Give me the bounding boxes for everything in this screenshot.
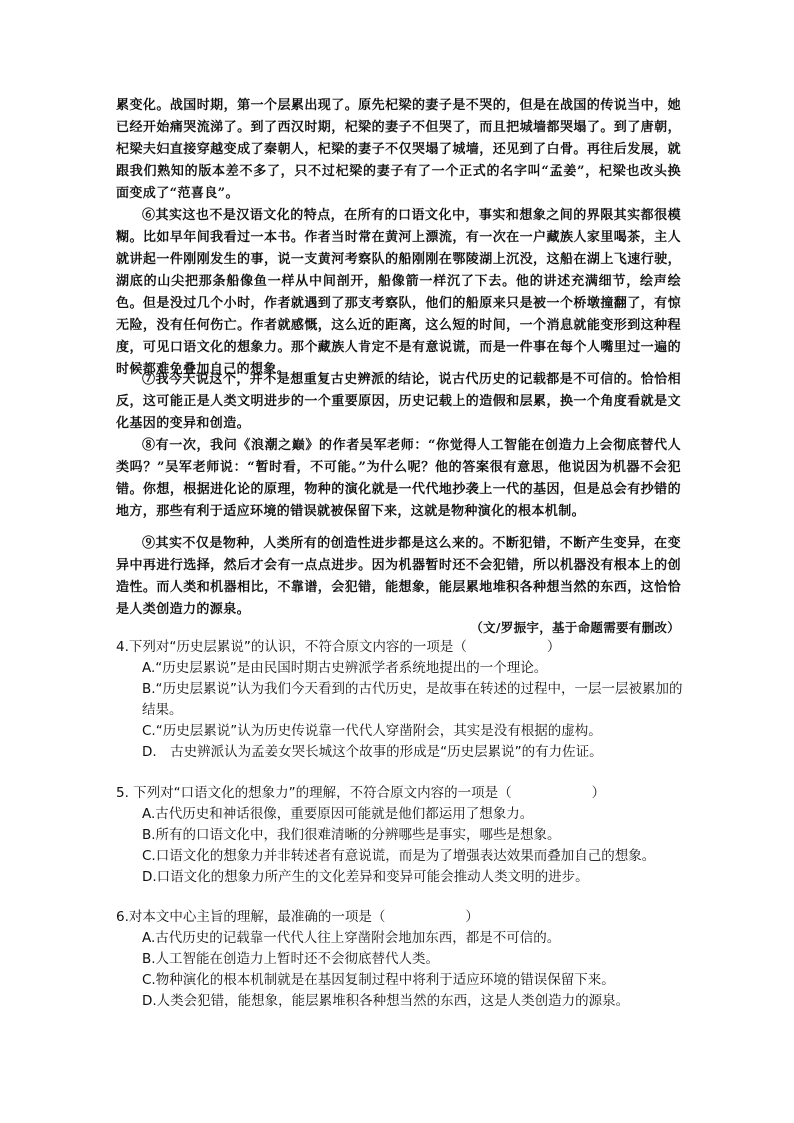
option-b (116, 679, 696, 721)
option-a: A.古代历史的记载靠一代代人往上穿凿附会地加东西，都是不可信的。 (142, 930, 561, 946)
option-a: A.古代历史和神话很像，重要原因可能就是他们都运用了想象力。 (142, 806, 534, 822)
source-attribution: （文/罗振宇，基于命题需要有删改） (470, 620, 680, 635)
passage-paragraph-7 (116, 369, 681, 435)
question-4 (116, 637, 696, 763)
option-text: B.“历史层累说”认为我们今天看到的古代历史，是故事在转述的过程中，一层一层被累加的结果。 (142, 681, 683, 718)
paragraph-text: ⑦我今天说这个，并不是想重复古史辨派的结论，说古代历史的记载都是不可信的。恰恰相反，这可能正是人类文明进步的一个重要原因，历史记载上的造假和层累，换一个角度看就是文化基因的变异和创造。 (116, 372, 681, 431)
paragraph-text: ⑥其实这也不是汉语文化的特点，在所有的口语文化中，事实和想象之间的界限其实都很模糊。比如早年间我看过一本书。作者当时常在黄河上漂流，有一次在一户藏族人家里喝茶，主人就讲起一件刚刚发生的事，说一支黄河考察队的船刚刚在鄂陵湖上沉没，这船在湖上飞速行驶，湖底的山尖把那条船像鱼一样从中间剖开，船像箭一样沉了下去。他的讲述充满细节，绘声绘色。但是没过几个小时，作者就遇到了那支考察队，他们的船原来只是被一个桥墩撞翻了，有惊无险，没有任何伤亡。作者就感慨，这么近的距离，这么短的时间，一个消息就能变形到这种程度，可见口语文化的想象力。那个藏族人肯定不是有意说谎，而是一件事在每个人嘴里过一遍的时候都难免叠加自己的想象。 (116, 208, 681, 377)
option-d: D.口语文化的想象力所产生的文化差异和变异可能会推动人类文明的进步。 (142, 869, 589, 885)
passage-paragraph-9 (116, 533, 681, 621)
option-d: D.人类会犯错，能想象，能层累堆积各种想当然的东西，这是人类创造力的源泉。 (142, 993, 630, 1009)
passage-paragraph-continued (116, 95, 681, 205)
passage-paragraph-8 (116, 435, 681, 523)
option-c: C.物种演化的根本机制就是在基因复制过程中将利于适应环境的错误保留下来。 (142, 972, 615, 988)
question-5 (116, 783, 696, 888)
question-stem: 6.对本文中心主旨的理解，最准确的一项是（ ） (116, 909, 479, 925)
paragraph-text: 累变化。战国时期，第一个层累出现了。原先杞梁的妻子是不哭的，但是在战国的传说当中，她已经开始痛哭流涕了。到了西汉时期，杞梁的妻子不但哭了，而且把城墙都哭塌了。到了唐朝，杞梁夫妇直接穿越变成了秦朝人，杞梁的妻子不仅哭塌了城墙，还见到了白骨。再往后发展，就跟我们熟知的版本差不多了，只不过杞梁的妻子有了一个正式的名字叫“孟姜”，杞梁也改头换面变成了“范喜良”。 (116, 98, 681, 201)
option-b: B.人工智能在创造力上暂时还不会彻底替代人类。 (142, 951, 440, 967)
option-a: A.“历史层累说”是由民国时期古史辨派学者系统地提出的一个理论。 (142, 660, 548, 676)
passage-paragraph-6 (116, 205, 681, 381)
question-stem: 4.下列对“历史层累说”的认识，不符合原文内容的一项是（ ） (116, 639, 561, 655)
question-stem: 5. 下列对“口语文化的想象力”的理解，不符合原文内容的一项是（ ） (116, 785, 606, 801)
question-6 (116, 907, 696, 1012)
option-b: B.所有的口语文化中，我们很难清晰的分辨哪些是事实，哪些是想象。 (142, 827, 561, 843)
paragraph-text: ⑨其实不仅是物种，人类所有的创造性进步都是这么来的。不断犯错，不断产生变异，在变异中再进行选择，然后才会有一点点进步。因为机器暂时还不会犯错，所以机器没有根本上的创造性。而人类和机器相比，不靠谱，会犯错，能想象，能层累地堆积各种想当然的东西，这恰恰是人类创造力的源泉。 (116, 536, 681, 617)
option-d: D. 古史辨派认为孟姜女哭长城这个故事的形成是“历史层累说”的有力佐证。 (142, 744, 603, 760)
paragraph-text: ⑧有一次，我问《浪潮之巅》的作者吴军老师：“你觉得人工智能在创造力上会彻底替代人类吗？”吴军老师说：“暂时看，不可能。”为什么呢？他的答案很有意思，他说因为机器不会犯错。你想，根据进化论的原理，物种的演化就是一代代地抄袭上一代的基因，但是总会有抄错的地方，那些有利于适应环境的错误就被保留下来，这就是物种演化的根本机制。 (116, 438, 681, 519)
option-c: C.“历史层累说”认为历史传说靠一代代人穿凿附会，其实是没有根据的虚构。 (142, 723, 602, 739)
option-c: C.口语文化的想象力并非转述者有意说谎，而是为了增强表达效果而叠加自己的想象。 (142, 848, 656, 864)
